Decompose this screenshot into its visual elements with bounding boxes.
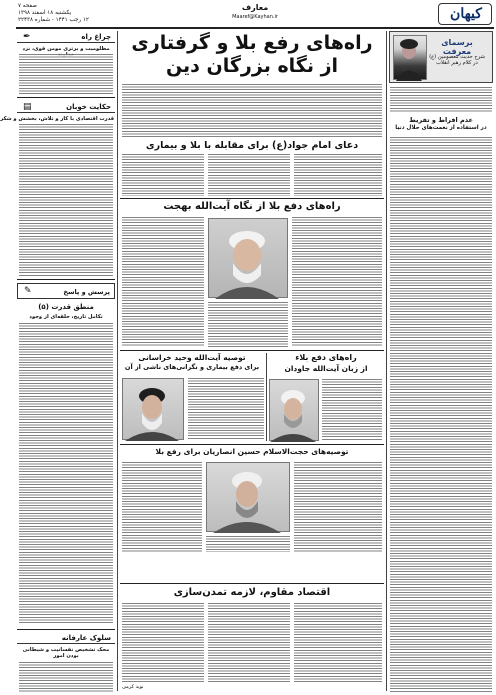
article-text <box>292 217 382 347</box>
section-email: Maaref@Kayhan.ir <box>232 14 278 20</box>
section-rule <box>120 583 384 584</box>
leader-tag-box <box>389 31 493 83</box>
box-title: سلوک عارفانه <box>61 634 111 642</box>
body-text <box>19 124 113 276</box>
headline-line-2: از نگاه بزرگان دین <box>165 55 339 77</box>
portrait-icon <box>268 380 318 442</box>
box-title-bar <box>17 31 115 43</box>
bottom-article-author: نوید کرمی <box>122 684 144 690</box>
article-text <box>122 217 204 347</box>
article-text <box>206 536 290 552</box>
body-text <box>19 323 113 623</box>
body-text <box>19 54 113 94</box>
article-text <box>294 462 382 552</box>
section-vahid-title <box>120 353 264 375</box>
javdan-photo <box>269 379 319 441</box>
bottom-article-title: اقتصاد مقاوم، لازمه تمدن‌سازی <box>173 587 331 598</box>
box-title: پرسش و پاسخ <box>63 288 110 296</box>
leader-photo <box>393 35 427 80</box>
portrait-icon <box>121 379 183 441</box>
title-line-1: راه‌های دفع بلاء <box>295 353 357 362</box>
body-text <box>390 137 492 692</box>
box-subtitle: قدرت اقتصادی با کار و تلاش، بخشش و شکر <box>0 116 114 122</box>
article-imam-javad-title: دعای امام جواد(ع) برای مقابله با بلا و بیماری <box>145 140 359 151</box>
tag-subtitle: شرح حدیث معصومین (ع) در کلام رهبر انقلاب <box>429 54 485 67</box>
section-rule <box>120 198 384 199</box>
section-ansarian-title: توصیه‌های حجت‌الاسلام حسین انصاریان برای رفع بلا <box>155 447 349 456</box>
title-line-2: برای دفع بیماری و نگرانی‌های ناشی از آن <box>124 363 260 371</box>
portrait-icon <box>392 36 426 81</box>
article-text <box>208 154 290 196</box>
section-rule <box>120 444 384 445</box>
right-column <box>389 31 493 693</box>
box-subtitle: محک تشخیص نفسانیت و شیطانی بودن امور <box>22 647 110 660</box>
question-icon: ✎ <box>24 286 32 296</box>
article-text <box>208 302 288 347</box>
article-text <box>122 462 202 552</box>
article-text <box>322 379 382 441</box>
intro-text <box>390 87 492 113</box>
article-text <box>294 154 382 196</box>
section-title: معارف <box>241 3 269 12</box>
right-head-1: عدم افراط و تفریط <box>409 116 473 124</box>
article-text <box>122 154 204 196</box>
box-title: چراغ راه <box>81 33 111 41</box>
date-line: یکشنبه ۱۸ اسفند ۱۳۹۸ <box>18 10 72 16</box>
box-porsesh-pasokh <box>17 283 115 299</box>
left-column <box>0 31 115 693</box>
main-headline <box>120 31 384 81</box>
body-text <box>19 662 113 692</box>
article-text <box>122 603 204 683</box>
box-title-bar <box>17 632 115 644</box>
pen-icon: ✒ <box>23 32 31 42</box>
book-icon: ▤ <box>23 102 32 112</box>
divider <box>17 279 115 280</box>
column-divider-left <box>117 31 118 691</box>
newspaper-logo <box>438 3 492 25</box>
bahjat-photo <box>208 218 288 298</box>
masthead-rule <box>16 27 494 29</box>
box-title: منطق قدرت (۵) <box>38 303 94 311</box>
portrait-icon <box>207 219 287 299</box>
masthead <box>14 0 496 27</box>
ansarian-photo <box>206 462 290 532</box>
box-subtitle: تکامل تاریخ، حلقه‌ای از وجود <box>29 314 103 320</box>
section-rule <box>120 350 384 351</box>
article-text <box>188 378 264 440</box>
section-divider <box>266 353 267 441</box>
logo-text: کیهان <box>450 6 482 22</box>
box-subtitle: مظلومیت و برتری مومن قوی، نزد <box>22 46 110 52</box>
article-text <box>208 603 290 683</box>
box-soluk-arefane <box>17 632 115 693</box>
headline-line-1: راه‌های رفع بلا و گرفتاری <box>131 32 373 54</box>
title-line-2: از زبان آیت‌الله جاودان <box>284 364 368 373</box>
page-info <box>18 3 98 24</box>
issue-line: ۱۲ رجب ۱۴۴۱ - شماره ۲۲۴۳۸ <box>18 17 89 23</box>
column-divider-right <box>386 31 387 691</box>
divider <box>17 629 115 630</box>
article-text <box>294 603 382 683</box>
tag-title: برسمای معرفت <box>441 38 473 56</box>
divider <box>17 97 115 98</box>
lead-text <box>122 84 382 138</box>
section-javdan-title <box>268 353 384 377</box>
box-mantegh-ghodrat <box>17 304 115 626</box>
box-title: حکایت خوبان <box>66 103 111 111</box>
box-hekayat-khuban <box>0 101 115 277</box>
right-head-2: در استفاده از نعمت‌های حلال دنیا <box>395 125 487 131</box>
portrait-icon <box>205 463 289 533</box>
vahid-photo <box>122 378 184 440</box>
box-cheragh-rah <box>17 31 115 95</box>
box-title-bar <box>17 101 115 113</box>
section-bahjat-title: راه‌های دفع بلا از نگاه آیت‌الله بهجت <box>163 201 341 212</box>
title-line-1: توصیه آیت‌الله وحید خراسانی <box>138 353 246 362</box>
page-number: صفحه ۷ <box>18 3 37 9</box>
